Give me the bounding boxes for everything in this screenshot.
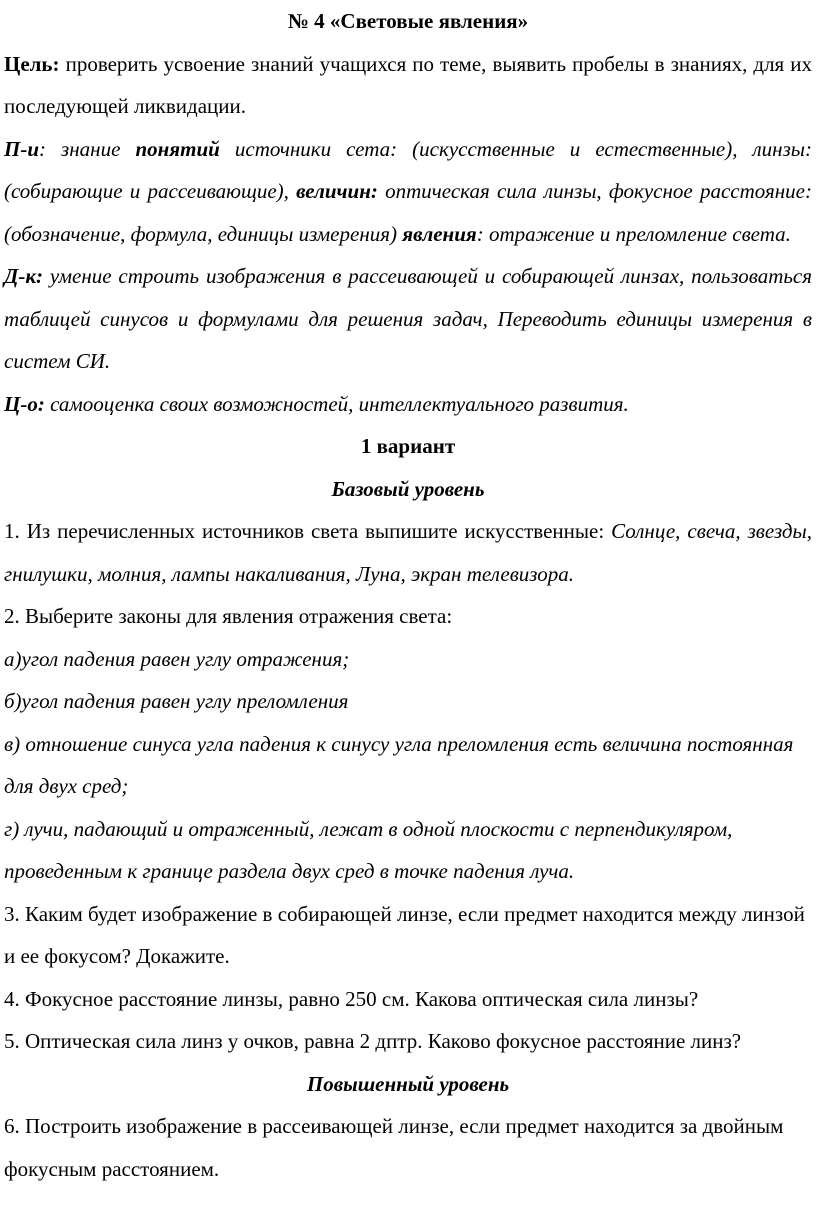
question-2-option-b: б)угол падения равен углу преломления [4, 689, 349, 713]
question-2: 2. Выберите законы для явления отражения света: [4, 604, 453, 628]
document-page [4, 0, 812, 1190]
pi-text-4: : отражение и преломление света. [476, 221, 791, 246]
goal-text: проверить усвоение знаний учащихся по теме, выявить пробелы в знаниях, для их последующей ликвидации. [4, 51, 812, 118]
goal-paragraph [4, 43, 812, 128]
base-level-heading: Базовый уровень [331, 476, 485, 501]
pi-bold-1: понятий [135, 136, 220, 161]
document-title: № 4 «Световые явления» [287, 9, 529, 33]
question-2-option-d: г) лучи, падающий и отраженный, лежат в одной плоскости с перпендикуляром, проведенным к границе раздела двух сред в точке падения луча. [4, 816, 733, 883]
variant-heading: 1 вариант [360, 434, 456, 458]
pi-bold-3: явления [402, 221, 477, 246]
question-1-items: Солнце, свеча, звезды, гнилушки, молния, лампы накаливания, Луна, экран телевизора. [4, 519, 812, 586]
co-label: Ц-о: [4, 391, 45, 416]
co-text: самооценка своих возможностей, интеллектуального развития. [44, 391, 629, 416]
question-4: 4. Фокусное расстояние линзы, равно 250 см. Какова оптическая сила линзы? [4, 986, 699, 1011]
pi-text-3: оптическая сила линзы, фокусное расстояние: (обозначение, формула, единицы измерения) [4, 179, 812, 246]
question-5: 5. Оптическая сила линз у очков, равна 2 дптр. Каково фокусное расстояние линз? [4, 1029, 742, 1053]
pi-paragraph [4, 128, 812, 256]
question-1-text: 1. Из перечисленных источников света выпишите искусственные: [4, 519, 612, 543]
question-6: 6. Построить изображение в рассеивающей линзе, если предмет находится за двойным фокусным расстоянием. [4, 1114, 784, 1181]
question-3: 3. Каким будет изображение в собирающей линзе, если предмет находится между линзой и ее фокусом? Докажите. [4, 901, 805, 968]
question-1 [4, 510, 812, 595]
pi-text-2: источники сета: (искусственные и естественные), линзы: (собирающие и рассеивающие), [4, 136, 813, 203]
goal-label: Цель: [4, 51, 60, 76]
question-2-option-c: в) отношение синуса угла падения к синусу угла преломления есть величина постоянная для двух сред; [4, 731, 794, 798]
dk-text: умение строить изображения в рассеивающей и собирающей линзах, пользоваться таблицей синусов и формулами для решения задач, Переводить единицы измерения в систем СИ. [4, 264, 812, 373]
pi-text-1: : знание [39, 136, 136, 161]
pi-bold-2: величин: [296, 179, 378, 203]
question-2-option-a: а)угол падения равен углу отражения; [4, 646, 350, 671]
dk-paragraph [4, 255, 812, 383]
pi-label: П-и [4, 136, 40, 161]
co-paragraph [4, 383, 812, 426]
dk-label: Д-к: [4, 264, 43, 288]
advanced-level-heading: Повышенный уровень [306, 1071, 510, 1096]
